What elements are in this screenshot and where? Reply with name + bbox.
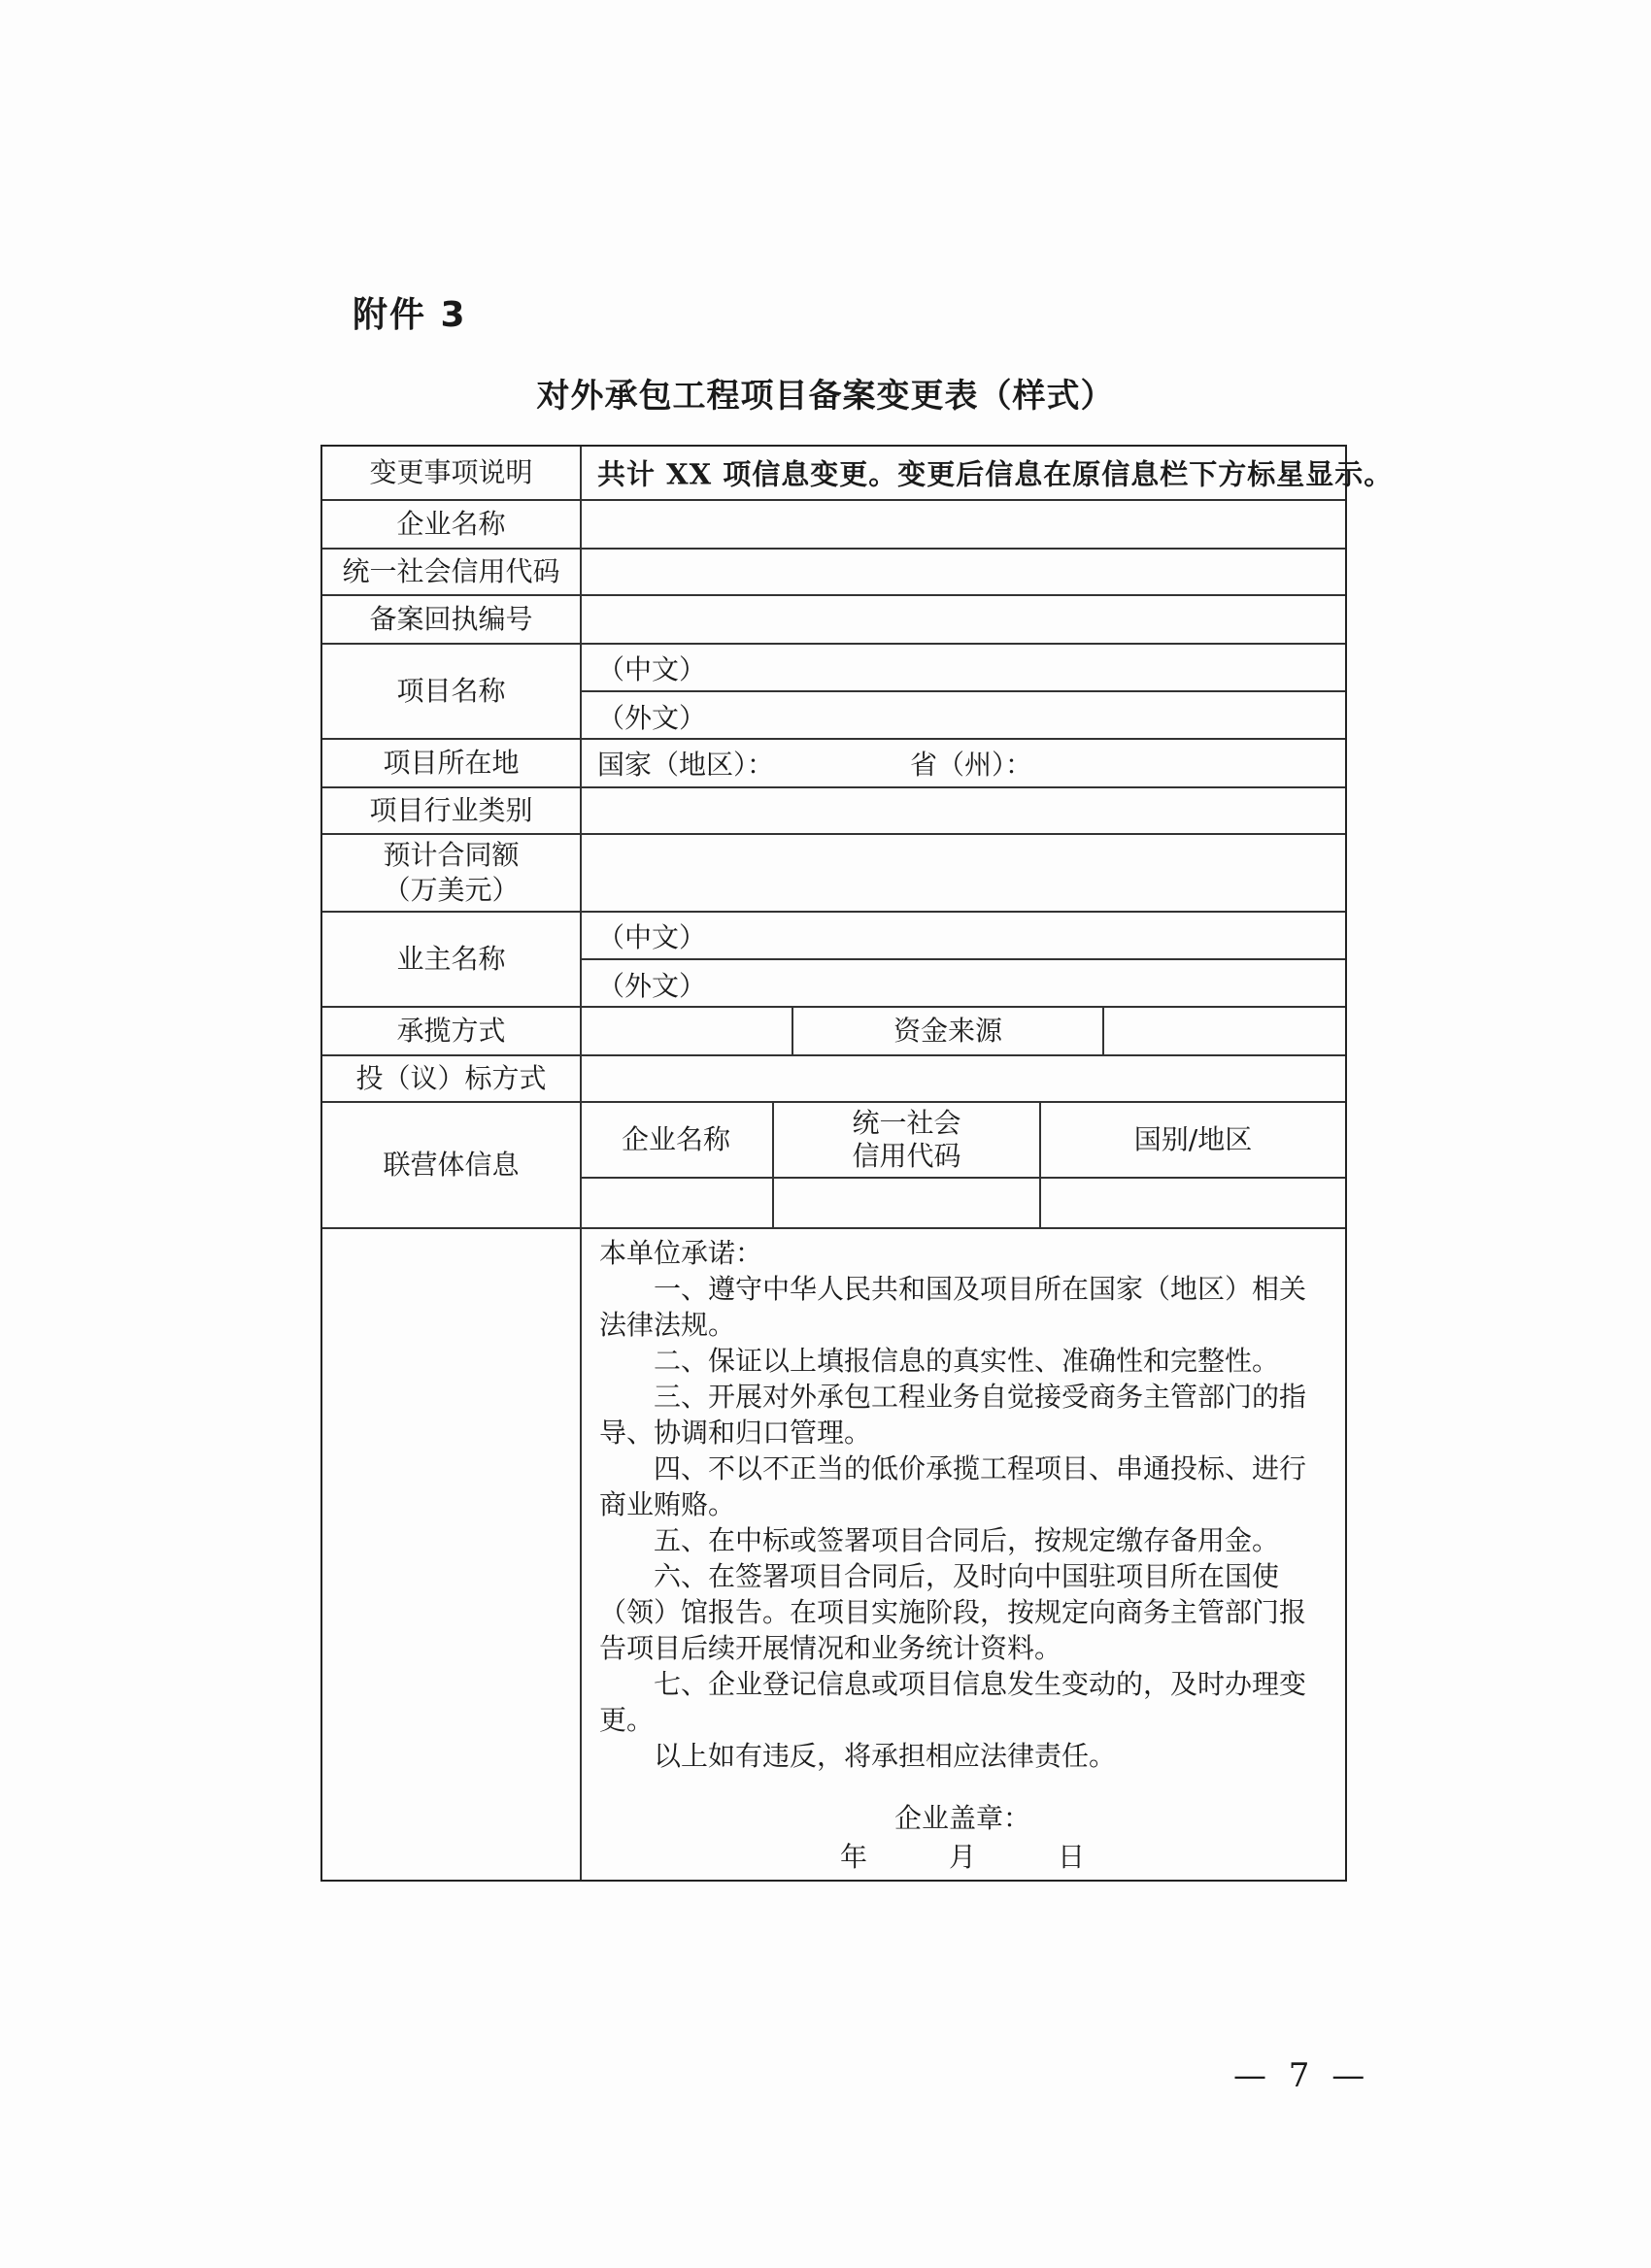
industry-field[interactable] <box>580 788 1345 833</box>
receipt-no-field[interactable] <box>580 596 1345 643</box>
consortium-data-row <box>580 1179 1345 1229</box>
row-pledge <box>322 1229 1345 1880</box>
project-name-foreign-hint: （外文） <box>597 701 707 734</box>
owner-name-cn-hint: （中文） <box>597 920 707 953</box>
pledge-item: 一、遵守中华人民共和国及项目所在国家（地区）相关法律法规。 <box>599 1273 1307 1341</box>
fund-source-field[interactable] <box>1104 1008 1345 1054</box>
consortium-col-credit <box>774 1103 1041 1177</box>
contract-amount-label <box>322 835 582 911</box>
location-label: 项目所在地 <box>322 740 582 786</box>
contract-amount-label-line1: 预计合同额 <box>383 839 520 871</box>
consortium-col-credit-line1: 统一社会 <box>852 1107 961 1139</box>
pledge-item: 二、保证以上填报信息的真实性、准确性和完整性。 <box>654 1345 1280 1377</box>
contract-mode-label: 承揽方式 <box>322 1008 582 1054</box>
consortium-header-row <box>580 1103 1345 1179</box>
row-receipt-no <box>322 596 1345 645</box>
consortium-col-country: 国别/地区 <box>1133 1123 1253 1155</box>
project-name-cn-hint: （中文） <box>597 652 707 685</box>
row-change-desc <box>322 447 1394 501</box>
filing-change-table <box>320 445 1394 1882</box>
contract-amount-label-line2: （万美元） <box>383 874 520 906</box>
row-industry <box>322 788 1345 835</box>
bid-mode-field[interactable] <box>580 1056 1345 1101</box>
row-location <box>322 740 1345 788</box>
pledge-item: 三、开展对外承包工程业务自觉接受商务主管部门的指导、协调和归口管理。 <box>599 1381 1307 1449</box>
owner-name-cn-field[interactable] <box>580 913 1345 960</box>
row-project-name <box>322 645 1345 740</box>
pledge-item: 以上如有违反，将承担相应法律责任。 <box>654 1740 1117 1772</box>
owner-name-label: 业主名称 <box>322 913 582 1006</box>
contract-mode-field[interactable] <box>580 1008 793 1054</box>
pledge-item: 五、在中标或签署项目合同后，按规定缴存备用金。 <box>654 1524 1280 1556</box>
row-company-name <box>322 501 1345 550</box>
bid-mode-label: 投（议）标方式 <box>322 1056 582 1101</box>
row-credit-code <box>322 550 1345 596</box>
change-desc-value: 共计 XX 项信息变更。变更后信息在原信息栏下方标星显示。 <box>597 457 1394 491</box>
consortium-col-company: 企业名称 <box>580 1103 774 1177</box>
contract-amount-field[interactable] <box>580 835 1345 911</box>
contract-mode-group <box>580 1008 1345 1054</box>
project-name-fields <box>580 645 1345 738</box>
seal-label: 企业盖章： <box>893 1802 1030 1834</box>
row-contract-amount <box>322 835 1345 913</box>
pledge-block <box>580 1229 1345 1880</box>
pledge-item: 六、在签署项目合同后，及时向中国驻项目所在国使（领）馆报告。在项目实施阶段，按规定向商务主管部门报告项目后续开展情况和业务统计资料。 <box>599 1560 1307 1664</box>
date-line: 年 月 日 <box>839 1841 1085 1873</box>
consortium-label: 联营体信息 <box>322 1103 582 1227</box>
change-desc-field[interactable] <box>580 447 1394 499</box>
attachment-label: 附件 3 <box>353 295 467 335</box>
company-name-field[interactable] <box>580 501 1345 548</box>
location-field[interactable] <box>580 740 1345 786</box>
consortium-grid <box>580 1103 1345 1227</box>
form-title: 对外承包工程项目备案变更表（样式） <box>536 377 1115 416</box>
location-province-hint: 省（州）： <box>910 749 1033 781</box>
consortium-company-field[interactable] <box>580 1179 774 1229</box>
row-owner-name <box>322 913 1345 1008</box>
owner-name-foreign-hint: （外文） <box>597 969 707 1002</box>
pledge-head: 本单位承诺： <box>599 1237 763 1269</box>
owner-name-fields <box>580 913 1345 1006</box>
consortium-col-credit-line2: 信用代码 <box>852 1140 961 1172</box>
company-name-label: 企业名称 <box>322 501 582 548</box>
pledge-item: 七、企业登记信息或项目信息发生变动的，及时办理变更。 <box>599 1668 1307 1736</box>
row-bid-mode <box>322 1056 1345 1103</box>
credit-code-label: 统一社会信用代码 <box>322 550 582 594</box>
project-name-foreign-field[interactable] <box>580 692 1345 740</box>
row-contract-mode <box>322 1008 1345 1056</box>
consortium-country-field[interactable] <box>1041 1179 1345 1229</box>
row-consortium <box>322 1103 1345 1229</box>
pledge-label-cell <box>322 1229 582 1880</box>
consortium-credit-field[interactable] <box>774 1179 1041 1229</box>
owner-name-foreign-field[interactable] <box>580 960 1345 1008</box>
location-country-hint: 国家（地区）： <box>597 749 775 781</box>
page-number: — 7 — <box>1233 2056 1371 2095</box>
fund-source-label: 资金来源 <box>793 1008 1104 1054</box>
credit-code-field[interactable] <box>580 550 1345 594</box>
industry-label: 项目行业类别 <box>322 788 582 833</box>
pledge-item: 四、不以不正当的低价承揽工程项目、串通投标、进行商业贿赂。 <box>599 1452 1307 1520</box>
project-name-cn-field[interactable] <box>580 645 1345 692</box>
change-desc-label: 变更事项说明 <box>322 447 582 499</box>
project-name-label: 项目名称 <box>322 645 582 738</box>
receipt-no-label: 备案回执编号 <box>322 596 582 643</box>
